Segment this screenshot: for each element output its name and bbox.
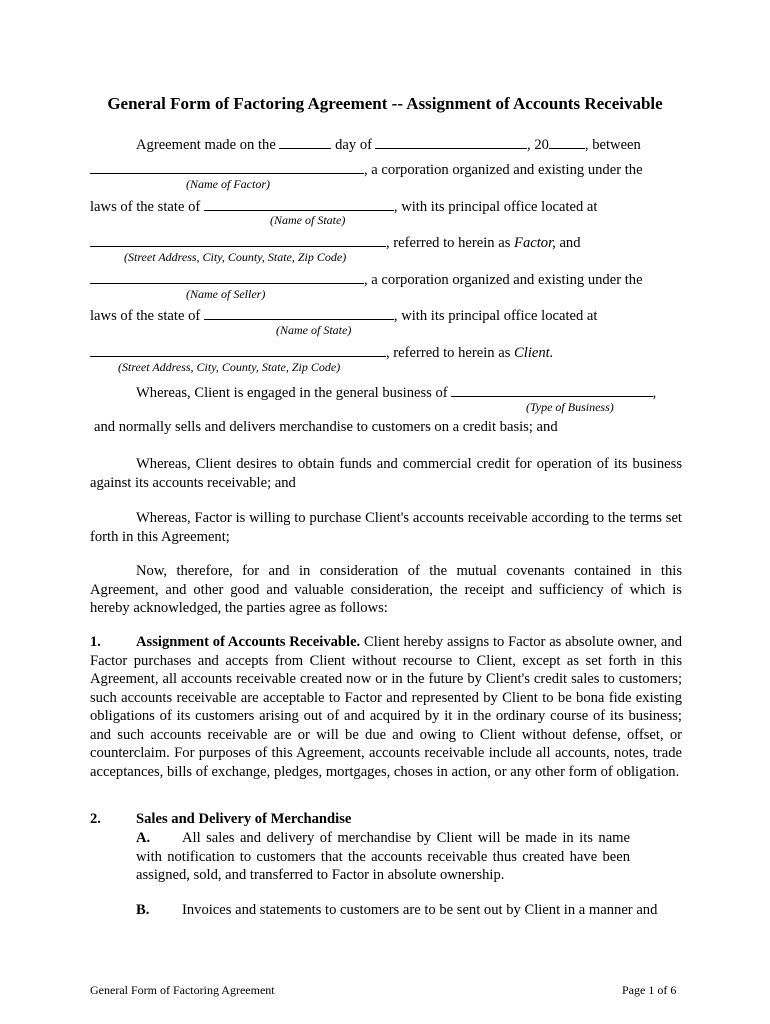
- laws-of-state-text-2: laws of the state of: [90, 308, 201, 324]
- section-2b-text: Invoices and statements to customers are to be sent out by Client in a manner and: [182, 902, 658, 918]
- whereas-business-line: [136, 382, 656, 402]
- made-on-text: Agreement made on the: [136, 137, 276, 153]
- principal-office-text-2: , with its principal office located at: [393, 308, 598, 324]
- section-2-heading-line: [90, 811, 351, 828]
- name-of-factor-caption: (Name of Factor): [186, 177, 270, 191]
- factor-state-field[interactable]: [204, 196, 394, 211]
- factor-name-field[interactable]: [90, 159, 364, 174]
- section-2a-text: All sales and delivery of merchandise by Client will be made in its name with notification to customers that the accounts receivable thus created have been assigned, sold, and transferred to Factor in absolute ownership.: [136, 830, 630, 883]
- name-of-seller-caption: (Name of Seller): [186, 287, 266, 301]
- between-text: , between: [584, 137, 641, 153]
- name-of-state-caption-2: (Name of State): [276, 323, 352, 337]
- factor-address-field[interactable]: [90, 232, 386, 247]
- section-1-text: Client hereby assigns to Factor as absolute owner, and Factor purchases and accepts from Client without recourse to Client, except as set forth in this Agreement, all accounts receivable created now or in the future by Client's credit sales to customers; such accounts receivable are acceptable to Factor and represented by Client to be bona fide existing obligations of its customers arising out of and acquired by it in the ordinary course of its business; and such accounts receivable are or will be due and owing to Client without defense, offset, or counterclaim. For purposes of this Agreement, accounts receivable include all accounts, notes, trade acceptances, bills of exchange, pledges, mortgages, choses in action, or any other form of obligation.: [90, 634, 682, 780]
- name-of-state-caption: (Name of State): [270, 213, 346, 227]
- street-address-caption: (Street Address, City, County, State, Zip Code): [124, 250, 347, 264]
- now-therefore-paragraph: Now, therefore, for and in consideration of the mutual covenants contained in this Agreement, and other good and valuable consideration, the receipt and sufficiency of which is hereby acknowledged, the parties agree as follows:: [90, 563, 682, 616]
- referred-factor-text: , referred to herein as: [386, 235, 511, 251]
- factor-word: Factor,: [514, 235, 556, 251]
- and-text: and: [559, 235, 581, 251]
- factor-address-line: [90, 232, 581, 252]
- seller-name-line: [90, 269, 643, 289]
- whereas-funds-paragraph: Whereas, Client desires to obtain funds and commercial credit for operation of its business against its accounts receivable; and: [90, 456, 682, 491]
- section-2-heading: Sales and Delivery of Merchandise: [136, 811, 352, 827]
- section-2-number: 2.: [90, 811, 101, 827]
- day-field[interactable]: [279, 134, 331, 149]
- principal-office-text: , with its principal office located at: [393, 199, 598, 215]
- year-prefix: , 20: [527, 137, 549, 153]
- section-2a: [136, 829, 630, 885]
- document-title: General Form of Factoring Agreement -- Assignment of Accounts Receivable: [107, 94, 663, 113]
- footer-left: General Form of Factoring Agreement: [90, 983, 275, 997]
- section-2b: [136, 902, 657, 919]
- whereas-factor-paragraph: Whereas, Factor is willing to purchase Client's accounts receivable according to the terms set forth in this Agreement;: [90, 510, 682, 545]
- section-2a-label: A.: [136, 830, 151, 846]
- section-1-heading: Assignment of Accounts Receivable.: [136, 634, 361, 650]
- day-of-text: day of: [335, 137, 373, 153]
- whereas-business-text: Whereas, Client is engaged in the general business of: [136, 385, 448, 401]
- sells-merchandise-text: and normally sells and delivers merchandise to customers on a credit basis; and: [94, 419, 558, 435]
- laws-of-state-text: laws of the state of: [90, 199, 201, 215]
- section-2b-label: B.: [136, 902, 150, 918]
- month-field[interactable]: [375, 134, 527, 149]
- seller-name-field[interactable]: [90, 269, 364, 284]
- client-word: Client.: [514, 345, 554, 361]
- referred-client-text: , referred to herein as: [386, 345, 511, 361]
- comma-text: ,: [652, 385, 657, 401]
- corp-organized-text-2: , a corporation organized and existing under the: [364, 272, 643, 288]
- type-of-business-caption: (Type of Business): [526, 400, 614, 414]
- intro-line-1: [136, 134, 641, 154]
- factor-name-line: [90, 159, 643, 179]
- seller-state-line: [90, 305, 597, 325]
- seller-state-field[interactable]: [204, 305, 394, 320]
- seller-address-line: [90, 342, 553, 362]
- year-field[interactable]: [549, 134, 585, 149]
- footer-page-number: Page 1 of 6: [622, 983, 677, 997]
- corp-organized-text: , a corporation organized and existing under the: [364, 162, 643, 178]
- business-type-field[interactable]: [451, 382, 653, 397]
- section-1-number: 1.: [90, 634, 101, 650]
- street-address-caption-2: (Street Address, City, County, State, Zip Code): [118, 360, 341, 374]
- section-1: [90, 633, 682, 781]
- seller-address-field[interactable]: [90, 342, 386, 357]
